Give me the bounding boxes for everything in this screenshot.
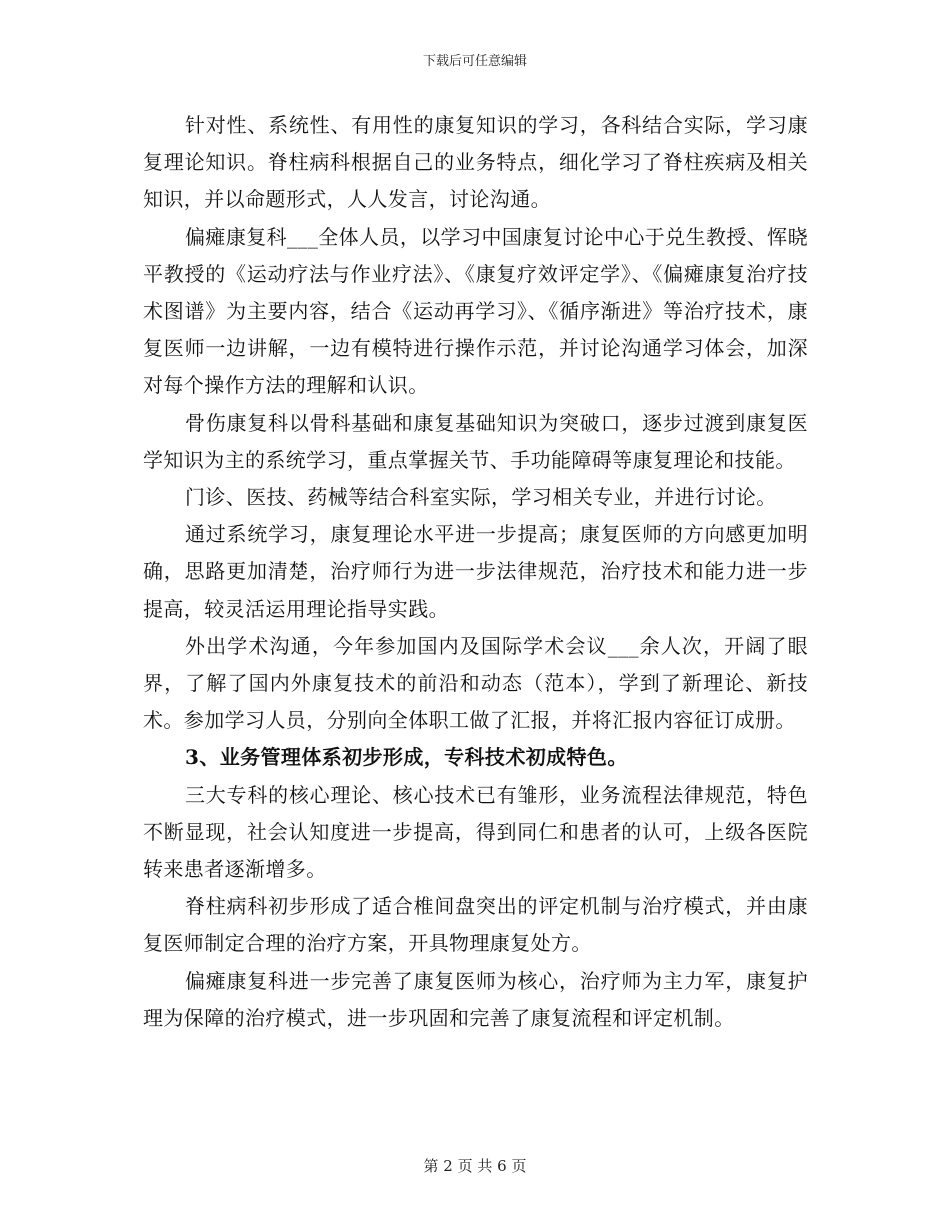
paragraph-spine-model: 脊柱病科初步形成了适合椎间盘突出的评定机制与治疗模式，并由康复医师制定合理的治疗方案，开具物理康复处方。 bbox=[143, 894, 808, 956]
paragraph-specialty-overview: 三大专科的核心理论、核心技术已有雏形，业务流程法律规范，特色不断显现，社会认知度进一步提高，得到同仁和患者的认可，上级各医院转来患者逐渐增多。 bbox=[143, 782, 808, 882]
page-header: 下载后可任意编辑 bbox=[422, 54, 527, 69]
paragraph-study-results: 通过系统学习，康复理论水平进一步提高；康复医师的方向感更加明确，思路更加清楚，治疗师行为进一步法律规范，治疗技术和能力进一步提高，较灵活运用理论指导实践。 bbox=[143, 522, 808, 621]
paragraph-spine-study: 针对性、系统性、有用性的康复知识的学习，各科结合实际，学习康复理论知识。脊柱病科根据自己的业务特点，细化学习了脊柱疾病及相关知识，并以命题形式，人人发言，讨论沟通。 bbox=[143, 113, 808, 212]
paragraph-outpatient-study: 门诊、医技、药械等结合科室实际，学习相关专业，并进行讨论。 bbox=[185, 485, 777, 510]
page-number: 第 2 页 共 6 页 bbox=[423, 1157, 527, 1175]
paragraph-hemiplegia-study: 偏瘫康复科___全体人员，以学习中国康复讨论中心于兑生教授、恽晓平教授的《运动疗法与作业疗法》、《康复疗效评定学》、《偏瘫康复治疗技术图谱》为主要内容，结合《运动再学习》、《循序渐进》等治疗技术，康复医师一边讲解，一边有模特进行操作示范，并讨论沟通学习体会，加深对每个操作方法的理解和认识。 bbox=[143, 224, 808, 398]
paragraph-orthopedic-study: 骨伤康复科以骨科基础和康复基础知识为突破口，逐步过渡到康复医学知识为主的系统学习，重点掌握关节、手功能障碍等康复理论和技能。 bbox=[143, 410, 808, 472]
section-heading: 3、业务管理体系初步形成，专科技术初成特色。 bbox=[185, 745, 628, 770]
document-body bbox=[143, 107, 808, 1037]
paragraph-academic-exchange: 外出学术沟通，今年参加国内及国际学术会议___余人次，开阔了眼界，了解了国内外康复技术的前沿和动态（范本），学到了新理论、新技术。参加学习人员，分别向全体职工做了汇报，并将汇报内容征订成册。 bbox=[143, 633, 808, 733]
paragraph-hemiplegia-model: 偏瘫康复科进一步完善了康复医师为核心，治疗师为主力军，康复护理为保障的治疗模式，进一步巩固和完善了康复流程和评定机制。 bbox=[143, 968, 808, 1030]
